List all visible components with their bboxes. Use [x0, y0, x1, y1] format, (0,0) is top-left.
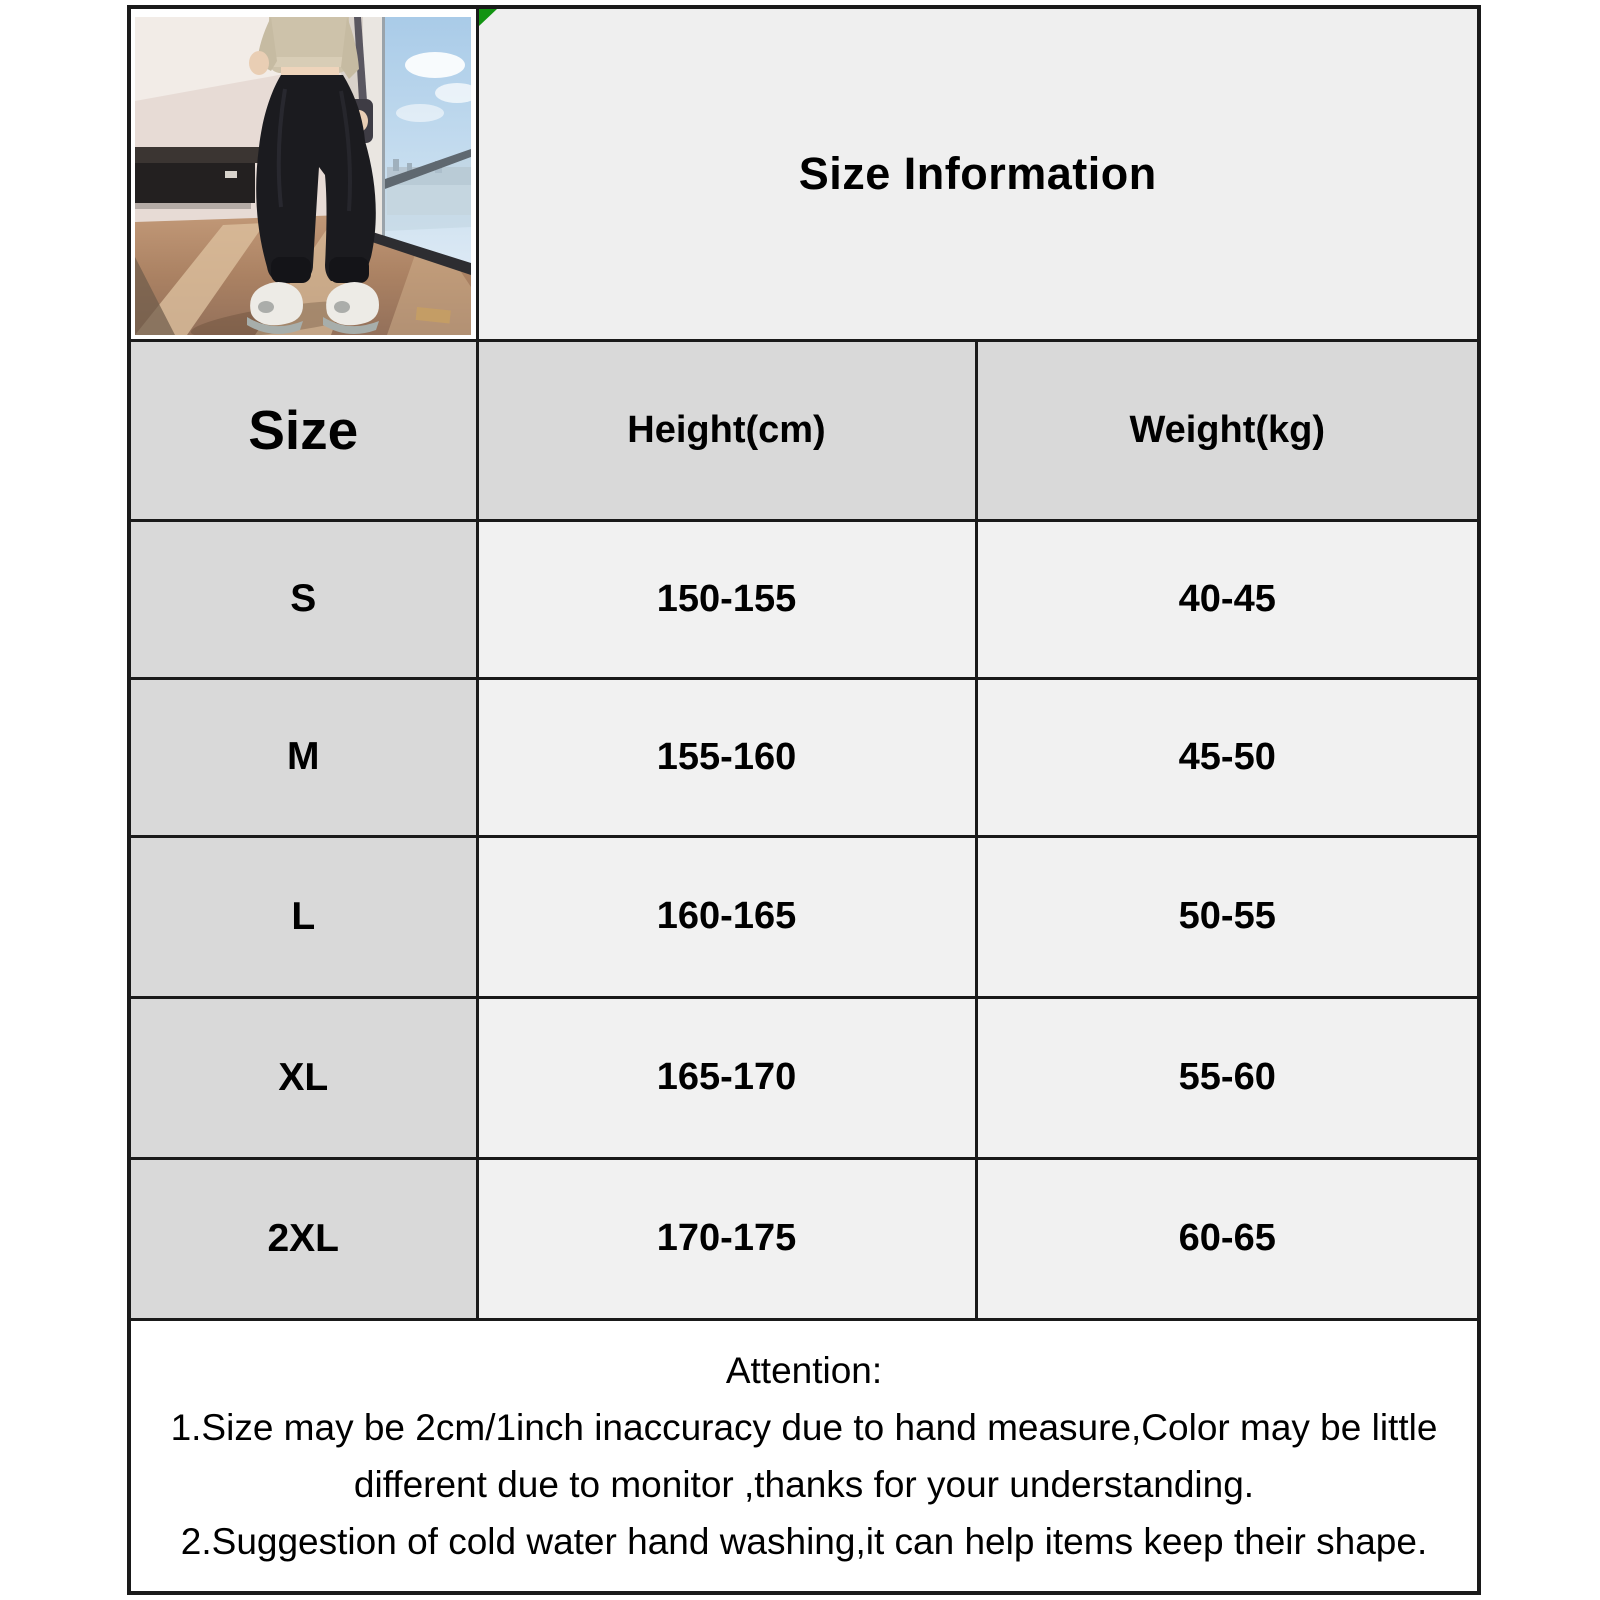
size-information-title-cell — [477, 7, 1479, 340]
attention-cell — [129, 1319, 1479, 1593]
header-cell-height: Height(cm) — [477, 340, 976, 520]
table-row — [129, 997, 1479, 1158]
attention-line: 2.Suggestion of cold water hand washing,it can help items keep their shape. — [180, 1520, 1428, 1562]
height-cell: 150-155 — [477, 520, 976, 678]
corner-flag-icon — [479, 9, 497, 26]
page-title: Size Information — [798, 147, 1157, 199]
table-header-row — [129, 340, 1479, 520]
top-row — [129, 7, 1479, 340]
weight-cell: 40-45 — [976, 520, 1479, 678]
size-cell: XL — [129, 997, 477, 1158]
attention-heading: Attention: — [725, 1349, 883, 1391]
weight-cell: 55-60 — [976, 997, 1479, 1158]
size-cell: 2XL — [129, 1158, 477, 1319]
weight-cell: 45-50 — [976, 678, 1479, 836]
height-cell: 170-175 — [477, 1158, 976, 1319]
weight-cell: 50-55 — [976, 836, 1479, 997]
height-cell: 155-160 — [477, 678, 976, 836]
header-cell-size: Size — [129, 340, 477, 520]
size-table — [127, 5, 1481, 1595]
size-cell: M — [129, 678, 477, 836]
size-cell: L — [129, 836, 477, 997]
table-row — [129, 836, 1479, 997]
table-row — [129, 1158, 1479, 1319]
size-cell: S — [129, 520, 477, 678]
photo-cell — [129, 7, 477, 340]
height-cell: 160-165 — [477, 836, 976, 997]
header-cell-weight: Weight(kg) — [976, 340, 1479, 520]
table-row — [129, 520, 1479, 678]
attention-line: different due to monitor ,thanks for your understanding. — [353, 1463, 1255, 1505]
attention-line: 1.Size may be 2cm/1inch inaccuracy due to hand measure,Color may be little — [170, 1406, 1438, 1448]
attention-row — [129, 1319, 1479, 1593]
product-photo — [135, 17, 471, 335]
height-cell: 165-170 — [477, 997, 976, 1158]
table-row — [129, 678, 1479, 836]
weight-cell: 60-65 — [976, 1158, 1479, 1319]
